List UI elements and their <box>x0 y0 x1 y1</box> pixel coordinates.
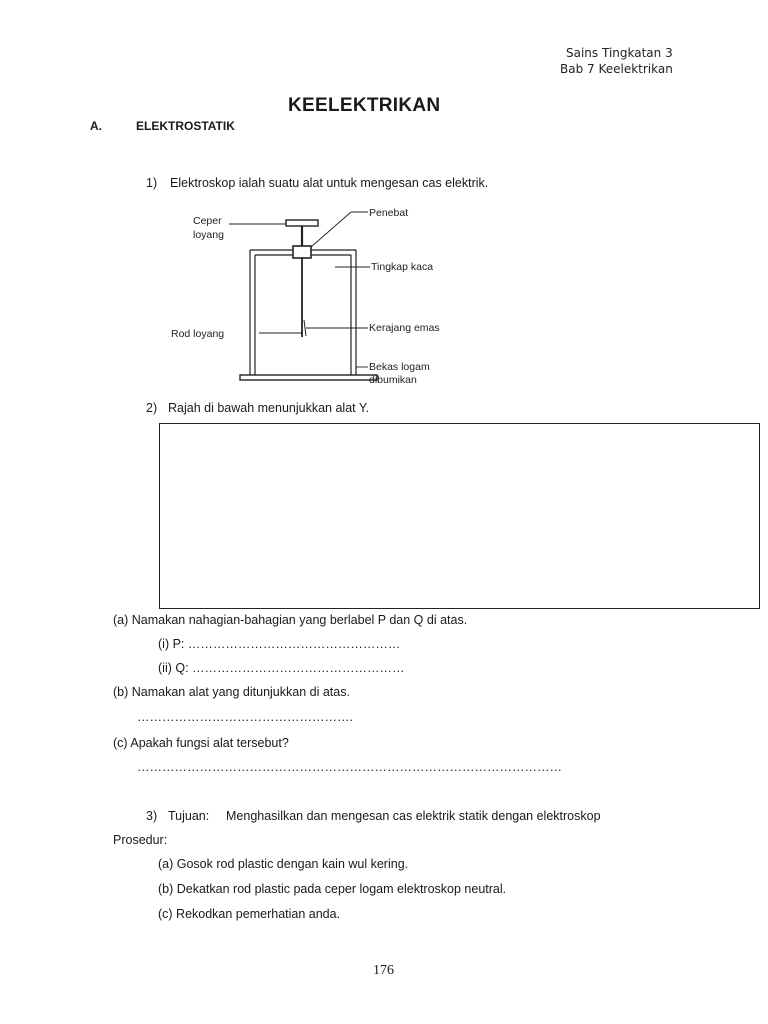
q2c-text: (c) Apakah fungsi alat tersebut? <box>113 736 289 750</box>
q3-tujuan-text: Menghasilkan dan mengesan cas elektrik statik dengan elektroskop <box>226 809 601 823</box>
label-tingkap: Tingkap kaca <box>371 261 434 273</box>
label-bekas-1: Bekas logam <box>369 361 430 373</box>
q2-number: 2) <box>146 401 158 415</box>
q2b-answer-line: ……………………………………………. <box>137 710 353 724</box>
base-plate <box>240 375 377 380</box>
q2b-text: (b) Namakan alat yang ditunjukkan di atas. <box>113 685 350 699</box>
q3-number: 3) <box>146 809 158 823</box>
q2a-i-line: (i) P: …………………………………………… <box>158 637 401 651</box>
q2a-ii-line: (ii) Q: …………………………………………… <box>158 661 405 675</box>
label-rod: Rod loyang <box>171 328 225 340</box>
q3-tujuan-label: Tujuan: <box>168 809 210 823</box>
label-penebat: Penebat <box>369 207 409 219</box>
q3-step: (c) Rekodkan pemerhatian anda. <box>158 907 341 921</box>
section-letter: A. <box>90 119 102 133</box>
q3-prosedur-label: Prosedur: <box>113 833 168 847</box>
section-heading: ELEKTROSTATIK <box>136 119 235 133</box>
q1-number: 1) <box>146 176 158 190</box>
label-bekas-2: dibumikan <box>369 374 417 386</box>
insulator-block <box>293 246 311 258</box>
q2c-answer-line: ………………………………………………………………………………………… <box>137 760 562 774</box>
gold-leaf <box>304 320 306 336</box>
label-kerajang: Kerajang emas <box>369 322 440 334</box>
cap-disc <box>286 220 318 226</box>
header-subject: Sains Tingkatan 3 <box>566 46 673 60</box>
page-number: 176 <box>373 963 394 978</box>
q2a-text: (a) Namakan nahagian-bahagian yang berlabel P dan Q di atas. <box>113 613 468 627</box>
diagram-placeholder-box <box>159 423 760 609</box>
q3-step: (a) Gosok rod plastic dengan kain wul kering. <box>158 857 409 871</box>
q3-step: (b) Dekatkan rod plastic pada ceper logam elektroskop neutral. <box>158 882 507 896</box>
q2-text: Rajah di bawah menunjukkan alat Y. <box>168 401 370 415</box>
label-ceper-2: loyang <box>193 229 224 241</box>
page-title: KEELEKTRIKAN <box>288 95 441 116</box>
q1-text: Elektroskop ialah suatu alat untuk mengesan cas elektrik. <box>170 176 489 190</box>
electroscope-diagram <box>165 202 455 394</box>
header-chapter: Bab 7 Keelektrikan <box>560 62 673 76</box>
label-ceper-1: Ceper <box>193 215 222 227</box>
